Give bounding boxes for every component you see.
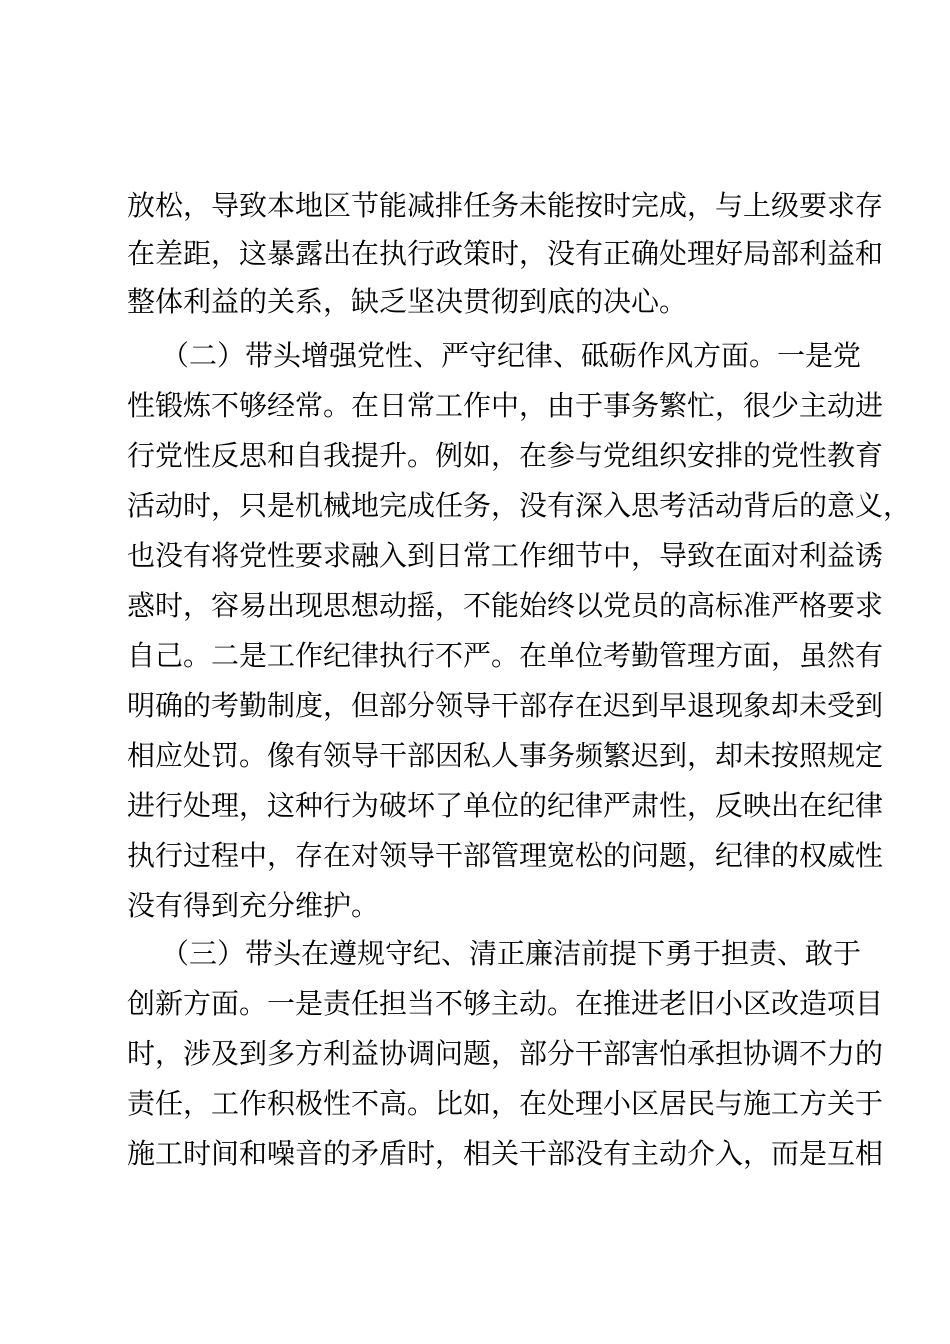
line-text: 相应处罚。像有领导干部因私人事务频繁迟到，却未按照规定 bbox=[127, 739, 884, 772]
text-line bbox=[0, 181, 950, 231]
text-line bbox=[0, 831, 950, 881]
line-text: 创新方面。一是责任担当不够主动。在推进老旧小区改造项目 bbox=[127, 987, 884, 1020]
line-text: 执行过程中，存在对领导干部管理宽松的问题，纪律的权威性 bbox=[127, 839, 884, 872]
line-text: 行党性反思和自我提升。例如，在参与党组织安排的党性教育 bbox=[127, 439, 884, 472]
line-text: 惑时，容易出现思想动摇，不能始终以党员的高标准严格要求 bbox=[127, 589, 884, 622]
line-text: 也没有将党性要求融入到日常工作细节中，导致在面对利益诱 bbox=[127, 539, 884, 572]
text-line bbox=[0, 781, 950, 831]
text-line bbox=[0, 1029, 950, 1079]
text-line bbox=[0, 331, 950, 381]
text-line bbox=[0, 979, 950, 1029]
text-line bbox=[0, 1079, 950, 1129]
text-line bbox=[0, 881, 950, 931]
text-line bbox=[0, 481, 950, 531]
line-text: 活动时，只是机械地完成任务，没有深入思考活动背后的意义， bbox=[127, 489, 912, 522]
line-text: （二）带头增强党性、严守纪律、砥砺作风方面。一是党 bbox=[161, 339, 862, 372]
line-text: 自己。二是工作纪律执行不严。在单位考勤管理方面，虽然有 bbox=[127, 639, 884, 672]
line-text: 进行处理，这种行为破坏了单位的纪律严肃性，反映出在纪律 bbox=[127, 789, 884, 822]
line-text: 没有得到充分维护。 bbox=[127, 889, 380, 922]
text-line bbox=[0, 229, 950, 279]
text-line bbox=[0, 1129, 950, 1179]
line-text: 性锻炼不够经常。在日常工作中，由于事务繁忙，很少主动进 bbox=[127, 389, 884, 422]
text-line bbox=[0, 531, 950, 581]
line-text: 施工时间和噪音的矛盾时，相关干部没有主动介入，而是互相 bbox=[127, 1137, 884, 1170]
text-line bbox=[0, 581, 950, 631]
line-text: 整体利益的关系，缺乏坚决贯彻到底的决心。 bbox=[127, 285, 688, 318]
text-line bbox=[0, 929, 950, 979]
text-line bbox=[0, 277, 950, 327]
line-text: （三）带头在遵规守纪、清正廉洁前提下勇于担责、敢于 bbox=[161, 937, 862, 970]
text-line bbox=[0, 681, 950, 731]
text-line bbox=[0, 431, 950, 481]
text-line bbox=[0, 731, 950, 781]
line-text: 在差距，这暴露出在执行政策时，没有正确处理好局部利益和 bbox=[127, 237, 884, 270]
text-line bbox=[0, 631, 950, 681]
line-text: 责任，工作积极性不高。比如，在处理小区居民与施工方关于 bbox=[127, 1087, 884, 1120]
line-text: 明确的考勤制度，但部分领导干部存在迟到早退现象却未受到 bbox=[127, 689, 884, 722]
line-text: 时，涉及到多方利益协调问题，部分干部害怕承担协调不力的 bbox=[127, 1037, 884, 1070]
text-line bbox=[0, 381, 950, 431]
line-text: 放松，导致本地区节能减排任务未能按时完成，与上级要求存 bbox=[127, 189, 884, 222]
